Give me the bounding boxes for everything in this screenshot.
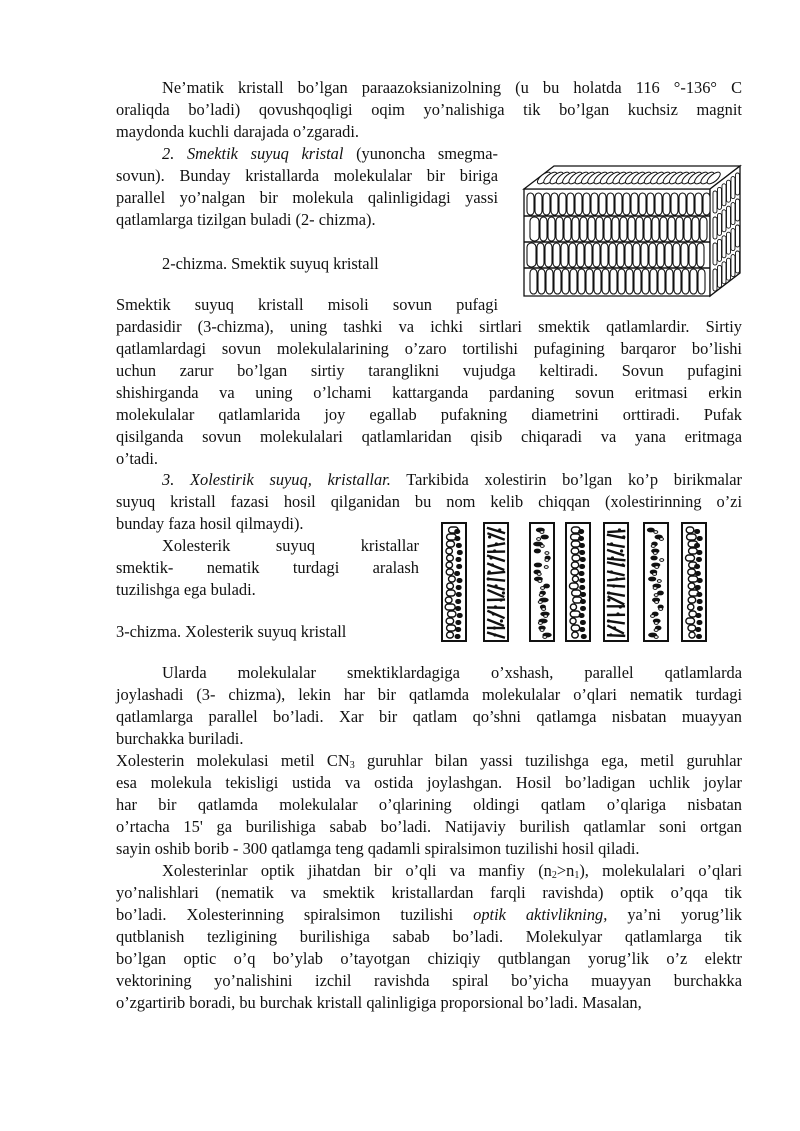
text-line: qutblanish tezligining burilishiga sabab bo’ladi. Molekulyar qatlamlarga tik (116, 927, 742, 946)
text-line: parallel yo’nalgan bir molekula qalinligidagi yassi (116, 188, 498, 207)
text-fragment: ya’ni yorug’lik (627, 905, 742, 924)
italic-term: optik aktivlikning, (473, 905, 608, 924)
smectic-crystal-figure (520, 163, 744, 300)
text-line: Ne’matik kristall bo’lgan paraazoksianizolning (u bu holatda 116 °-136° C (162, 78, 742, 97)
section-heading-cholesteric (162, 469, 742, 491)
text-line (116, 750, 742, 772)
text-line: yo’nalishlari (nematik va smektik kristallardan farqli ravishda) optik o’qqa tik (116, 883, 742, 902)
text-line: suyuq kristall fazasi hosil qilganidan bu nom kelib chiqqan (xolestirinning o’zi (116, 492, 742, 511)
text-line: Ularda molekulalar smektiklardagiga o’xshash, parallel qatlamlarda (162, 663, 742, 682)
subscript: 2 (551, 870, 557, 881)
text-line: bunday faza hosil qilmaydi). (116, 514, 304, 533)
text-line: qatlamlarga parallel bo’ladi. Xar bir qatlam qo’shni qatlamga nisbatan muayyan (116, 707, 742, 726)
text-line: qisilganda sovun molekulalari qatlamlaridan qisib chiqaradi va yana eritmaga (116, 427, 742, 446)
text-line: smektik- nematik turdagi aralash (116, 558, 419, 577)
text-fragment: Xolesterin molekulasi metil CN (116, 751, 350, 770)
text-line: pardasidir (3-chizma), uning tashki va ichki sirtlari smektik qatlamlardir. Sirtiy (116, 317, 742, 336)
text-fragment: ), molekulalari o’qlari (579, 861, 743, 880)
text-fragment: guruhlar bilan yassi tuzilishga ega, metil guruhlar (354, 751, 742, 770)
text-line: sovun). Bunday kristallarda molekulalar bir biriga (116, 166, 498, 185)
text-line: o’rtacha 15' ga burilishiga sabab bo’ladi. Natijaviy burilish qatlamlar soni ortgan (116, 817, 742, 836)
text-line: o’tadi. (116, 449, 159, 468)
text-line: tuzilishga ega buladi. (116, 580, 256, 599)
text-fragment: bo’ladi. Xolesterinning spiralsimon tuzilishi (116, 905, 454, 924)
text-line: shishirganda va uning o’lchami kattarganda pardaning sovun eritmasi erkin (116, 383, 742, 402)
text-fragment: Xolesterinlar optik jihatdan bir o’qli va manfiy (n (162, 861, 552, 880)
figure-caption: 2-chizma. Smektik suyuq kristall (162, 254, 379, 273)
text-line: maydonda kuchli darajada o’zgaradi. (116, 122, 360, 141)
cholesteric-crystal-figure (438, 521, 714, 643)
text-line: burchakka buriladi. (116, 729, 244, 748)
text-line: qatlamlardagi sovun molekulalarining o’zaro tortilishi pufagining barqaror bo’lishi (116, 339, 742, 358)
heading-rest: (yunoncha smegma- (356, 144, 498, 163)
text-line: oraliqda bo’ladi) qovushqoqligi oqim yo’nalishiga tik bo’lgan kuchsiz magnit (116, 100, 742, 119)
text-line: vektorining yo’nalishini izchil ravishda spiral bo’yicha muayyan burchakka (116, 971, 742, 990)
text-line: o’zgartirib boradi, bu burchak kristall qalinligiga proporsional bo’ladi. Masalan, (116, 993, 642, 1012)
text-line (116, 904, 742, 926)
text-line: molekulalar qatlamlarida joy egallab pufakning diametrini orttiradi. Pufak (116, 405, 742, 424)
text-line: bo’lgan optic o’q bo’ylab o’tayotgan chiziqiy qutblangan yorug’lik o’z elektr (116, 949, 742, 968)
text-fragment: >n (556, 861, 575, 880)
text-line: uchun zarur bo’lgan sirtiy taranglikni vujudga keltiradi. Sovun pufagini (116, 361, 742, 380)
heading-title: 3. Xolestirik suyuq, kristallar. (162, 470, 391, 489)
heading-rest: Tarkibida xolestirin bo’lgan ko’p birikmalar (406, 470, 743, 489)
text-line: har bir qatlamda molekulalar o’qlarining oldingi qatlam o’qlariga nisbatan (116, 795, 742, 814)
text-line: joylashadi (3- chizma), lekin har bir qatlamda molekulalar o’qlari nematik turdagi (116, 685, 742, 704)
subscript: 3 (349, 760, 355, 771)
text-line (162, 860, 742, 882)
heading-number: 2. (162, 144, 175, 163)
text-line: esa molekula tekisligi ustida va ostida joylashgan. Hosil bo’ladigan uchlik joylar (116, 773, 742, 792)
figure-caption: 3-chizma. Xolesterik suyuq kristall (116, 622, 347, 641)
text-line: qatlamlarga tizilgan buladi (2- chizma). (116, 210, 376, 229)
subscript: 1 (574, 870, 580, 881)
heading-title: Smektik suyuq kristal (186, 144, 344, 163)
text-line: Smektik suyuq kristall misoli sovun pufagi (116, 295, 498, 314)
text-line: Xolesterik suyuq kristallar (162, 536, 419, 555)
text-line: sayin oshib borib - 300 qatlamga teng qadamli spiralsimon tuzilishi hosil qiladi. (116, 839, 640, 858)
section-heading-smectic (162, 143, 498, 165)
